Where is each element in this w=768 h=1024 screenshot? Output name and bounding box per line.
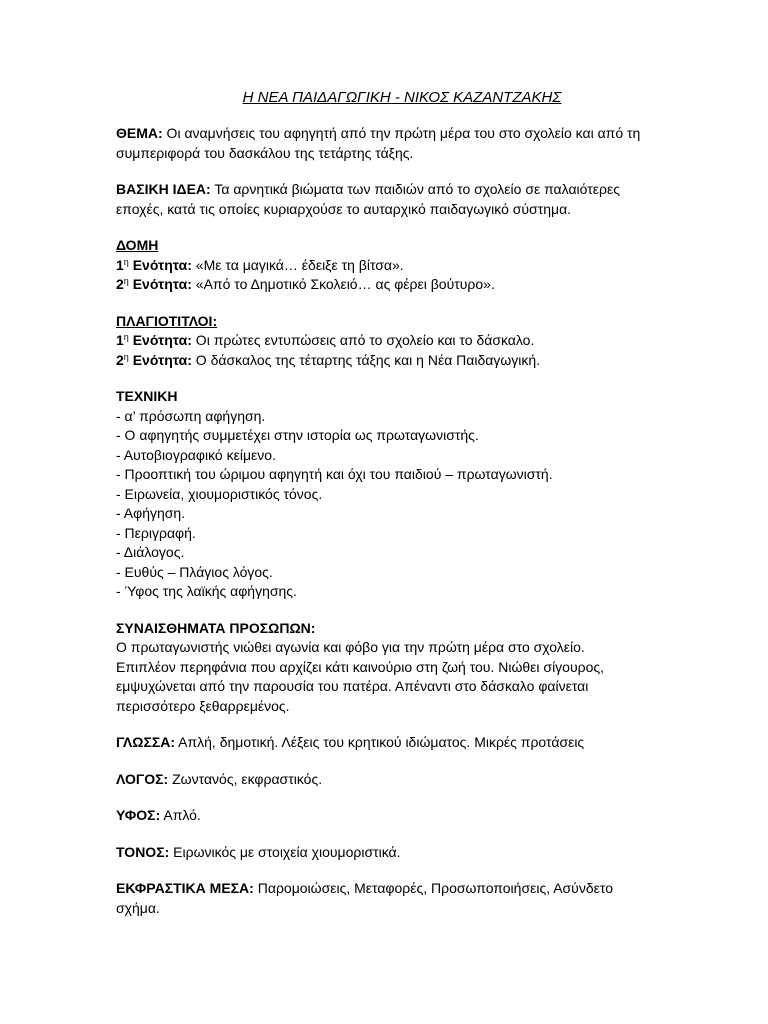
- techniki-item: - Ευθύς – Πλάγιος λόγος.: [116, 563, 273, 580]
- thema-line-1: [116, 124, 728, 144]
- techniki-item: - Αυτοβιογραφικό κείμενο.: [116, 446, 276, 463]
- ekfrastika-text-2: σχήμα.: [116, 899, 160, 916]
- tonos-section: [116, 843, 728, 863]
- yfos-line: [116, 806, 728, 826]
- synaisthimata-section: [116, 619, 728, 717]
- ekfrastika-text-1: Παρομοιώσεις, Μεταφορές, Προσωποποιήσεις, Ασύνδετο: [253, 880, 613, 896]
- domi-item-2-num: 2: [116, 276, 124, 292]
- domi-item-1-num: 1: [116, 256, 124, 273]
- techniki-item: - Ειρωνεία, χιουμοριστικός τόνος.: [116, 485, 323, 502]
- logos-label: ΛΟΓΟΣ:: [116, 770, 169, 787]
- domi-item-1-text: «Με τα μαγικά… έδειξε τη βίτσα».: [191, 256, 404, 273]
- vasiki-idea-text-2: εποχές, κατά τις οποίες κυριαρχούσε το αυταρχικό παιδαγωγικό σύστημα.: [116, 200, 572, 217]
- synaisthimata-heading: ΣΥΝΑΙΣΘΗΜΑΤΑ ΠΡΟΣΩΠΩΝ:: [116, 619, 316, 636]
- glossa-section: [116, 733, 728, 753]
- ekfrastika-line-1: [116, 879, 728, 899]
- yfos-label: ΥΦΟΣ:: [116, 807, 161, 823]
- thema-text-2: συμπεριφορά του δασκάλου της τετάρτης τάξης.: [116, 144, 414, 161]
- domi-item-1-sup: η: [123, 256, 129, 267]
- plagiotitloi-item-2-text: Ο δάσκαλος της τέταρτης τάξης και η Νέα Παιδαγωγική.: [191, 351, 541, 368]
- logos-line: [116, 770, 728, 790]
- plagiotitloi-item-1-label: Ενότητα:: [128, 332, 192, 348]
- domi-item-2-text: «Από το Δημοτικό Σκολειό… ας φέρει βούτυρο».: [191, 276, 495, 292]
- glossa-label: ΓΛΩΣΣΑ:: [116, 734, 176, 750]
- techniki-item: - Ο αφηγητής συμμετέχει στην ιστορία ως πρωταγωνιστής.: [116, 427, 479, 443]
- ekfrastika-section: [116, 879, 728, 918]
- plagiotitloi-item-2: [116, 351, 728, 371]
- techniki-item: - α’ πρόσωπη αφήγηση.: [116, 407, 266, 424]
- tonos-text: Ειρωνικός με στοιχεία χιουμοριστικά.: [169, 843, 401, 860]
- plagiotitloi-heading: ΠΛΑΓΙΟΤΙΤΛΟΙ:: [116, 312, 218, 329]
- plagiotitloi-item-2-num: 2: [116, 351, 124, 368]
- techniki-section: [116, 387, 728, 602]
- yfos-section: [116, 806, 728, 826]
- synaisthimata-line: Ο πρωταγωνιστής νιώθει αγωνία και φόβο για την πρώτη μέρα στο σχολείο.: [116, 639, 585, 655]
- techniki-item: - Ύφος της λαϊκής αφήγησης.: [116, 583, 297, 599]
- synaisthimata-line: εμψυχώνεται από την παρουσία του πατέρα. Απέναντι στο δάσκαλο φαίνεται: [116, 678, 589, 694]
- thema-section: [116, 124, 728, 163]
- yfos-text: Απλό.: [160, 807, 201, 823]
- vasiki-idea-label: ΒΑΣΙΚΗ ΙΔΕΑ:: [116, 181, 211, 197]
- techniki-item: - Περιγραφή.: [116, 524, 196, 541]
- tonos-label: ΤΟΝΟΣ:: [116, 843, 170, 860]
- thema-label: ΘΕΜΑ:: [116, 125, 163, 141]
- page-title: Η ΝΕΑ ΠΑΙΔΑΓΩΓΙΚΗ - ΝΙΚΟΣ ΚΑΖΑΝΤΖΑΚΗΣ: [242, 89, 562, 106]
- plagiotitloi-item-1-num: 1: [116, 332, 124, 348]
- plagiotitloi-section: [116, 312, 728, 371]
- plagiotitloi-item-1-text: Οι πρώτες εντυπώσεις από το σχολείο και το δάσκαλο.: [191, 332, 535, 348]
- glossa-line: [116, 733, 728, 753]
- domi-item-1: [116, 256, 728, 276]
- plagiotitloi-item-2-sup: η: [123, 351, 129, 362]
- techniki-item: - Προοπτική του ώριμου αφηγητή και όχι του παιδιού – πρωταγωνιστή.: [116, 466, 553, 482]
- domi-item-2-label: Ενότητα:: [128, 276, 192, 292]
- techniki-heading: ΤΕΧΝΙΚΗ: [116, 388, 178, 404]
- ekfrastika-label: ΕΚΦΡΑΣΤΙΚΑ ΜΕΣΑ:: [116, 880, 254, 896]
- synaisthimata-line: Επιπλέον περηφάνια που αρχίζει κάτι καινούριο στη ζωή του. Νιώθει σίγουρος,: [116, 658, 605, 675]
- domi-section: [116, 236, 728, 295]
- domi-item-2-sup: η: [123, 276, 129, 286]
- plagiotitloi-item-1-sup: η: [123, 332, 129, 342]
- domi-item-2: [116, 275, 728, 295]
- tonos-line: [116, 843, 728, 863]
- synaisthimata-line: περισσότερο ξεθαρρεμένος.: [116, 697, 290, 714]
- domi-item-1-label: Ενότητα:: [128, 256, 192, 273]
- domi-heading: ΔΟΜΗ: [116, 237, 159, 253]
- thema-text-1: Οι αναμνήσεις του αφηγητή από την πρώτη μέρα του στο σχολείο και από τη: [162, 125, 641, 141]
- vasiki-idea-line-1: [116, 180, 728, 200]
- logos-text: Ζωντανός, εκφραστικός.: [168, 770, 323, 787]
- plagiotitloi-item-2-label: Ενότητα:: [128, 351, 192, 368]
- vasiki-idea-text-1: Τα αρνητικά βιώματα των παιδιών από το σχολείο σε παλαιότερες: [210, 181, 620, 197]
- vasiki-idea-section: [116, 180, 728, 219]
- logos-section: [116, 770, 728, 790]
- techniki-item: - Αφήγηση.: [116, 505, 186, 521]
- plagiotitloi-item-1: [116, 331, 728, 351]
- glossa-text: Απλή, δημοτική. Λέξεις του κρητικού ιδιώματος. Μικρές προτάσεις: [175, 734, 585, 750]
- techniki-item: - Διάλογος.: [116, 544, 185, 560]
